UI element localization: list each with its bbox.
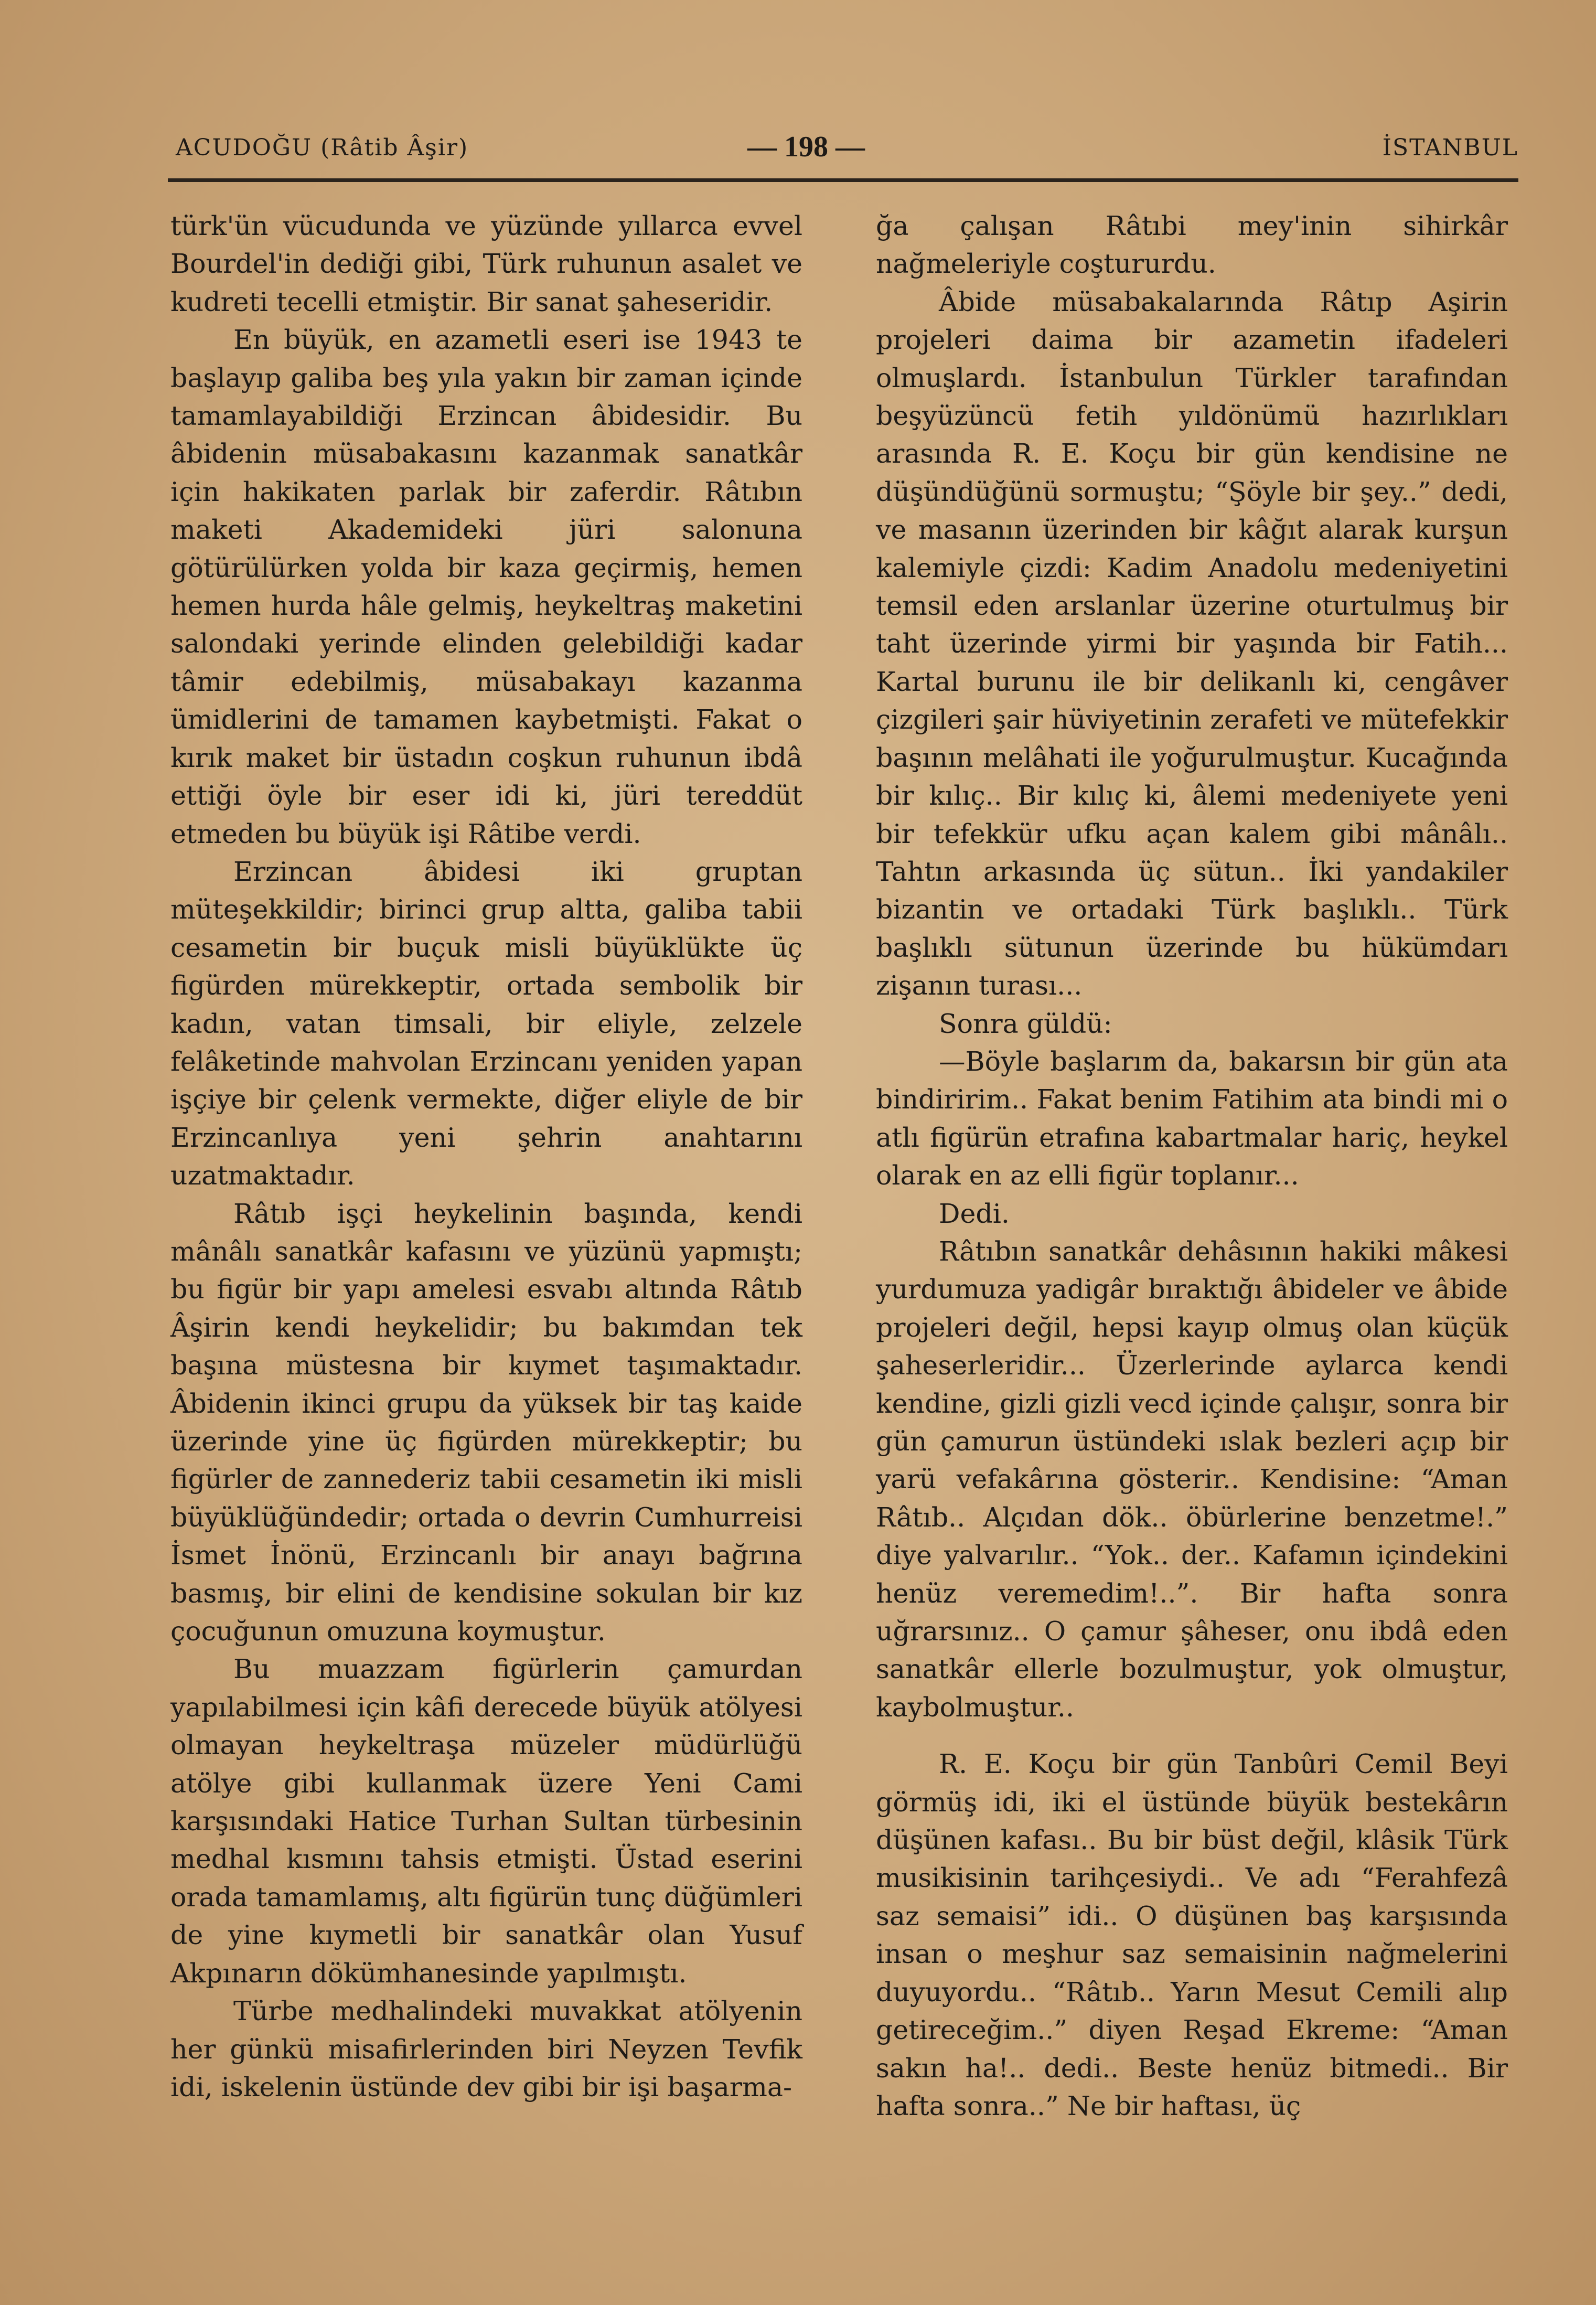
paragraph: Dedi. (939, 1198, 1010, 1229)
paragraph: türk'ün vücudunda ve yüzünde yıllarca evvel Bourdel'in dediği gibi, Türk ruhunun asalet ve kudreti tecelli etmiştir. Bir sanat şaheseridir. (170, 210, 802, 317)
paragraph: Râtıbın sanatkâr dehâsının hakiki mâkesi yurdumuza yadigâr bıraktığı âbideler ve âbide projeleri değil, hepsi kayıp olmuş olan küçük şaheserleridir... Üzerlerinde aylarca kendi kendine, gizli gizli vecd içinde çalışır, sonra bir gün çamurun üstündeki ıslak bezleri açıp bir yarü vefakârına gösterir.. Kendisine: “Aman Râtıb.. Alçıdan dök.. öbürlerine benzetme!.” diye yalvarılır.. “Yok.. der.. Kafamın içindekini henüz veremedim!..”. Bir hafta sonra uğrarsınız.. O çamur şâheser, onu ibdâ eden sanatkâr ellerle bozulmuştur, yok olmuştur, kaybolmuştur.. (876, 1235, 1508, 1723)
header-publication: İSTANBUL (1382, 134, 1518, 161)
header-rule (168, 178, 1518, 182)
left-column (170, 207, 802, 2106)
right-column (876, 207, 1508, 2125)
paragraph: Bu muazzam figürlerin çamurdan yapılabilmesi için kâfi derecede büyük atölyesi olmayan heykeltraşa müzeler müdürlüğü atölye gibi kullanmak üzere Yeni Cami karşısındaki Hatice Turhan Sultan türbesinin medhal kısmını tahsis etmişti. Üstad eserini orada tamamlamış, altı figürün tunç düğümleri de yine kıymetli bir sanatkâr olan Yusuf Akpınarın dökümhanesinde yapılmıştı. (170, 1653, 802, 1989)
running-header (176, 130, 1518, 172)
paragraph: R. E. Koçu bir gün Tanbûri Cemil Beyi görmüş idi, iki el üstünde büyük bestekârın düşünen kafası.. Bu bir büst değil, klâsik Türk musikisinin tarihçesiydi.. Ve adı “Ferahfezâ saz semaisi” idi.. O düşünen baş karşısında insan o meşhur saz semaisinin nağmelerini duyuyordu.. “Râtıb.. Yarın Mesut Cemili alıp getireceğim..” diyen Reşad Ekreme: “Aman sakın ha!.. dedi.. Beste henüz bitmedi.. Bir hafta sonra..” Ne bir haftası, üç (876, 1748, 1508, 2121)
header-author: ACUDOĞU (Râtib Âşir) (176, 134, 469, 161)
paragraph: Râtıb işçi heykelinin başında, kendi mânâlı sanatkâr kafasını ve yüzünü yapmıştı; bu figür bir yapı amelesi esvabı altında Râtıb Âşirin kendi heykelidir; bu bakımdan tek başına müstesna bir kıymet taşımaktadır. Âbidenin ikinci grupu da yüksek bir taş kaide üzerinde yine üç figürden mürekkeptir; bu figürler de zannederiz tabii cesametin iki misli büyüklüğündedir; ortada o devrin Cumhurreisi İsmet İnönü, Erzincanlı bir anayı bağrına basmış, bir elini de kendisine sokulan bir kız çocuğunun omuzuna koymuştur. (170, 1198, 802, 1647)
paragraph: Erzincan âbidesi iki gruptan müteşekkildir; birinci grup altta, galiba tabii cesametin bir buçuk misli büyüklükte üç figürden mürekkeptir, ortada sembolik bir kadın, vatan timsali, bir eliyle, zelzele felâketinde mahvolan Erzincanı yeniden yapan işçiye bir çelenk vermekte, diğer eliyle de bir Erzincanlıya yeni şehrin anahtarını uzatmaktadır. (170, 856, 802, 1191)
page-number: — 198 — (747, 131, 865, 163)
paragraph: —Böyle başlarım da, bakarsın bir gün ata bindiririm.. Fakat benim Fatihim ata bindi mi o atlı figürün etrafına kabartmalar hariç, heykel olarak en az elli figür toplanır... (876, 1045, 1508, 1191)
paragraph: Sonra güldü: (939, 1008, 1112, 1039)
paragraph: Türbe medhalindeki muvakkat atölyenin her günkü misafirlerinden biri Neyzen Tevfik idi, iskelenin üstünde dev gibi bir işi başarma- (170, 1995, 802, 2103)
paragraph: ğa çalışan Râtıbi mey'inin sihirkâr nağmeleriyle coştururdu. (876, 210, 1508, 280)
paragraph: Âbide müsabakalarında Râtıp Aşirin projeleri daima bir azametin ifadeleri olmuşlardı. İstanbulun Türkler tarafından beşyüzüncü fetih yıldönümü hazırlıkları arasında R. E. Koçu bir gün kendisine ne düşündüğünü sormuştu; “Şöyle bir şey..” dedi, ve masanın üzerinden bir kâğıt alarak kurşun kalemiyle çizdi: Kadim Anadolu medeniyetini temsil eden arslanlar üzerine oturtulmuş bir taht üzerinde yirmi bir yaşında bir Fatih... Kartal burunu ile bir delikanlı ki, cengâver çizgileri şair hüviyetinin zerafeti ve mütefekkir başının melâhati ile yoğurulmuştur. Kucağında bir kılıç.. Bir kılıç ki, âlemi medeniyete yeni bir tefekkür ufku açan kalem gibi mânâlı.. Tahtın arkasında üç sütun.. İki yandakiler bizantin ve ortadaki Türk başlıklı.. Türk başlıklı sütunun üzerinde bu hükümdarı zişanın turası... (876, 286, 1508, 1001)
paragraph: En büyük, en azametli eseri ise 1943 te başlayıp galiba beş yıla yakın bir zaman içinde tamamlayabildiği Erzincan âbidesidir. Bu âbidenin müsabakasını kazanmak sanatkâr için hakikaten parlak bir zaferdir. Râtıbın maketi Akademideki jüri salonuna götürülürken yolda bir kaza geçirmiş, hemen hemen hurda hâle gelmiş, heykeltraş maketini salondaki yerinde elinden gelebildiği kadar tâmir edebilmiş, müsabakayı kazanma ümidlerini de tamamen kaybetmişti. Fakat o kırık maket bir üstadın coşkun ruhunun ibdâ ettiği öyle bir eser idi ki, jüri tereddüt etmeden bu büyük işi Râtibe verdi. (170, 324, 802, 849)
